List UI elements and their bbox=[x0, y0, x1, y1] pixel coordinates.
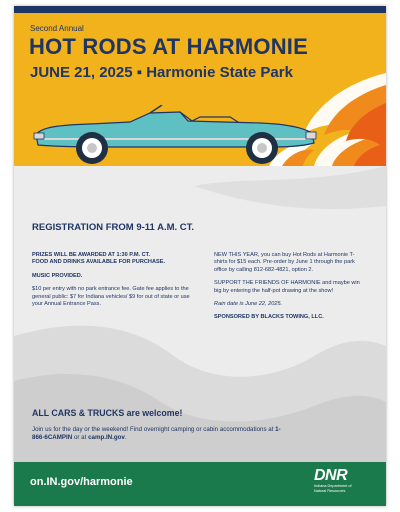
camp-website: camp.IN.gov bbox=[88, 434, 125, 442]
join-text-part: Join us for the day or the weekend! Find overnight camping or cabin accommodations at bbox=[32, 426, 276, 433]
event-details bbox=[14, 166, 386, 462]
event-flyer bbox=[14, 6, 386, 506]
all-cars-welcome: ALL CARS & TRUCKS are welcome! bbox=[32, 408, 183, 418]
prizes-text: PRIZES WILL BE AWARDED AT 1:30 P.M. CT. bbox=[32, 252, 150, 258]
event-date-location: JUNE 21, 2025 ▪ Harmonie State Park bbox=[30, 64, 293, 81]
top-accent-bar bbox=[14, 6, 386, 13]
footer-bar bbox=[14, 462, 386, 506]
park-url: on.IN.gov/harmonie bbox=[30, 476, 133, 488]
camping-phone: 1-866-6CAMPIN bbox=[32, 426, 281, 442]
dnr-logo-subtext: Indiana Department of Natural Resources bbox=[314, 484, 352, 493]
support-text: SUPPORT THE FRIENDS OF HARMONIE and maybe win big by entering the half-pot drawing at the show! bbox=[214, 280, 360, 294]
tshirt-text: NEW THIS YEAR, you can buy Hot Rods at Harmonie T-shirts for $15 each. Pre-order by June 1 through the park office by calling 812-682-4821, option 2. bbox=[214, 252, 355, 273]
food-text: FOOD AND DRINKS AVAILABLE FOR PURCHASE. bbox=[32, 259, 166, 266]
rain-date-text: Rain date is June 22, 2025. bbox=[214, 301, 283, 308]
hero-banner bbox=[14, 13, 386, 166]
dnr-logo-text: DNR bbox=[314, 467, 348, 484]
fees-text: $10 per entry with no park entrance fee. Gate fee applies to the general public: $7 for Indiana vehicles/ $9 for out of state or use your Annual Entrance Pass. bbox=[32, 286, 190, 308]
dnr-logo bbox=[314, 468, 376, 493]
convertible-car-illustration bbox=[30, 105, 320, 165]
details-left-column bbox=[32, 252, 202, 314]
music-text: MUSIC PROVIDED. bbox=[32, 272, 83, 279]
join-text-part: . bbox=[124, 434, 127, 442]
event-subtitle: Second Annual bbox=[30, 24, 84, 33]
registration-heading: REGISTRATION FROM 9-11 A.M. CT. bbox=[32, 222, 195, 233]
event-title: HOT RODS AT HARMONIE bbox=[29, 34, 308, 59]
join-text-part: or at bbox=[72, 434, 89, 442]
join-us-text bbox=[32, 426, 282, 442]
details-right-column bbox=[214, 252, 364, 328]
sponsor-text: SPONSORED BY BLACKS TOWING, LLC. bbox=[214, 314, 324, 321]
